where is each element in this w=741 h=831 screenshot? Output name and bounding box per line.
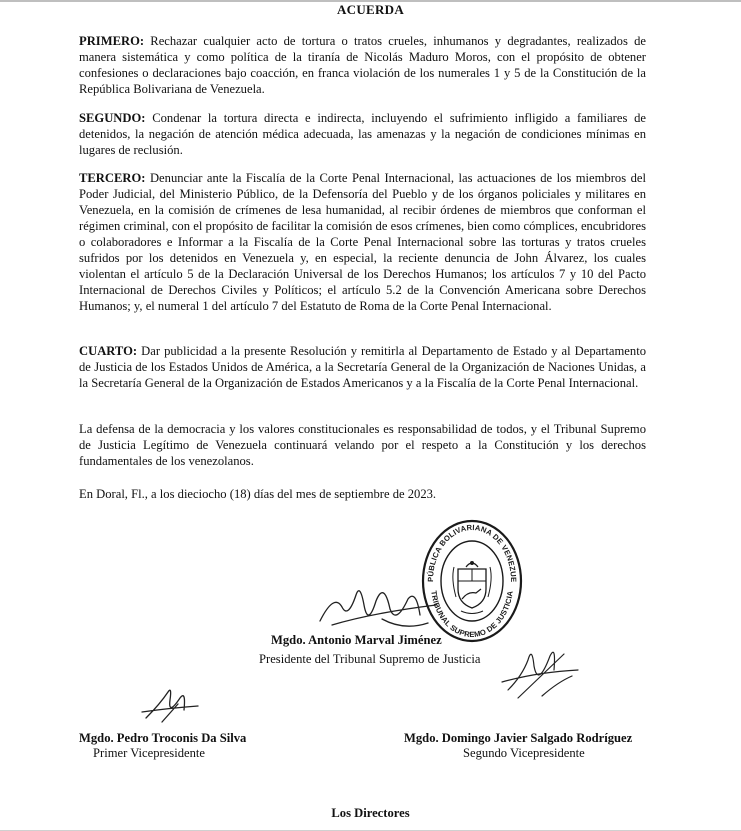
paragraph-primero: [79, 33, 646, 97]
cuarto-text: Dar publicidad a la presente Resolución y remitirla al Departamento de Estado y al Departamento de Justicia de los Estados Unidos de América, a la Secretaría General de la Organización de Naciones Unidas, a la Secretaría General de la Organización de Estados Americanos y a la Fiscalía de la Corte Penal Internacional.: [79, 344, 646, 390]
date-line: En Doral, Fl., a los dieciocho (18) días del mes de septiembre de 2023.: [79, 487, 437, 501]
paragraph-tercero: [79, 170, 646, 314]
cuarto-label: CUARTO:: [79, 344, 138, 358]
primero-text: Rechazar cualquier acto de tortura o tratos crueles, inhumanos y degradantes, realizados de manera sistemática y como política de la tiranía de Nicolás Maduro Moros, con el propósito de obtener confesiones o declaraciones bajo coacción, en franca violación de los numerales 1 y 5 de la Constitución de la República Bolivariana de Venezuela.: [79, 34, 646, 96]
svg-text:REPÚBLICA BOLIVARIANA DE VENEZ: [418, 512, 518, 582]
first-vp-signature-icon: [140, 682, 202, 726]
seal-top-text: REPÚBLICA BOLIVARIANA DE VENEZUELA: [418, 512, 519, 583]
second-vp-title: Segundo Vicepresidente: [463, 746, 585, 760]
tercero-text: Denunciar ante la Fiscalía de la Corte Penal Internacional, las actuaciones de los miembros del Poder Judicial, del Ministerio Público, de la Defensoría del Pueblo y de los órganos policiales y militares en Venezuela, en la comisión de crímenes de lesa humanidad, al recibir órdenes de miembros que conforman el régimen criminal, con el propósito de facilitar la comisión de esos crímenes, bien como cómplices, encubridores o colaboradores e Informar a la Fiscalía de la Corte Penal Internacional sobre las torturas y tratos crueles sufridos por los detenidos en Venezuela y, en especial, la reciente denuncia de John Álvarez, los cuales violentan el artículo 5 de la Declaración Universal de los Derechos Humanos; los artículos 7 y 10 del Pacto Internacional de Derechos Civiles y Políticos; el artículo 5.2 de la Convención Americana sobre Derechos Humanos; y, el numeral 1 del artículo 7 del Estatuto de Roma de la Corte Penal Internacional.: [79, 171, 646, 313]
first-vp-title: Primer Vicepresidente: [93, 746, 205, 760]
second-vp-signature-icon: [498, 636, 584, 706]
paragraph-segundo: [79, 110, 646, 158]
seal-bottom-text: TRIBUNAL SUPREMO DE JUSTICIA: [429, 590, 515, 640]
president-name: Mgdo. Antonio Marval Jiménez: [271, 633, 442, 647]
footer-heading: Los Directores: [331, 806, 410, 820]
tercero-label: TERCERO:: [79, 171, 146, 185]
segundo-label: SEGUNDO:: [79, 111, 146, 125]
president-title: Presidente del Tribunal Supremo de Justicia: [259, 652, 481, 666]
second-vp-name: Mgdo. Domingo Javier Salgado Rodríguez: [404, 731, 633, 745]
document-heading: ACUERDA: [336, 2, 405, 17]
paragraph-cuarto: [79, 343, 646, 391]
segundo-text: Condenar la tortura directa e indirecta, incluyendo el sufrimiento infligido a familiares de detenidos, la negación de atención médica adecuada, las amenazas y la negación de condiciones mínimas en lugares de reclusión.: [79, 111, 646, 157]
president-signature-icon: [312, 575, 452, 637]
primero-label: PRIMERO:: [79, 34, 145, 48]
first-vp-name: Mgdo. Pedro Troconis Da Silva: [79, 731, 247, 745]
closing-paragraph: La defensa de la democracia y los valores constitucionales es responsabilidad de todos, y el Tribunal Supremo de Justicia Legítimo de Venezuela continuará velando por el respeto a la Constitución y los derechos fundamentales de los venezolanos.: [79, 422, 646, 468]
